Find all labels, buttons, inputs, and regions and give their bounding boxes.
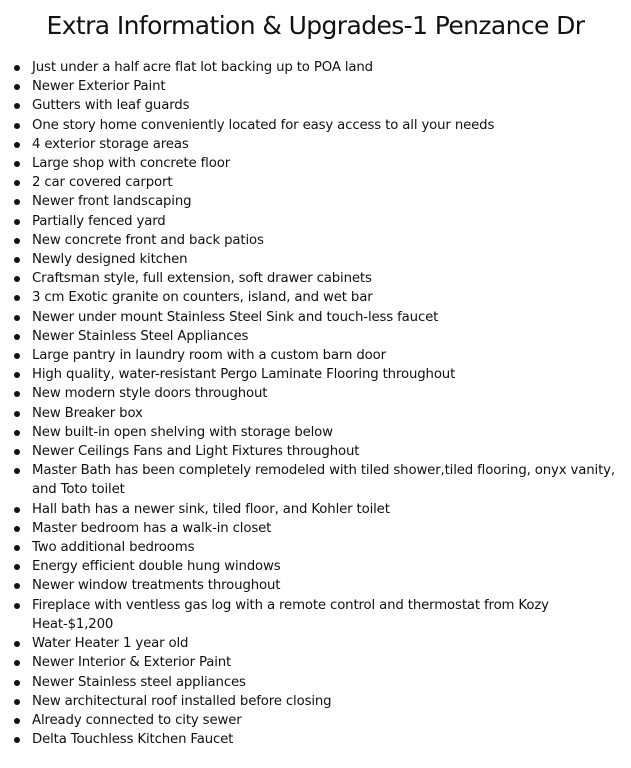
bullet-icon — [14, 699, 20, 705]
bullet-icon — [14, 219, 20, 225]
list-item-text: New modern style doors throughout — [32, 386, 268, 402]
bullet-icon — [14, 526, 20, 532]
bullet-icon — [14, 353, 20, 359]
list-item-text: Newer Stainless Steel Appliances — [32, 328, 249, 344]
list-item-text: Newer Ceilings Fans and Light Fixtures throughout — [32, 444, 360, 460]
bullet-icon — [14, 737, 20, 743]
list-item — [0, 173, 631, 192]
list-item — [0, 77, 631, 96]
bullet-icon — [14, 411, 20, 417]
list-item-text: Hall bath has a newer sink, tiled floor, and Kohler toilet — [32, 501, 390, 517]
bullet-icon — [14, 180, 20, 186]
list-item-text: Gutters with leaf guards — [32, 98, 190, 114]
list-item-text: Craftsman style, full extension, soft drawer cabinets — [32, 271, 372, 287]
list-item-text: One story home conveniently located for easy access to all your needs — [32, 117, 495, 133]
list-item-text: Newer Stainless steel appliances — [32, 674, 246, 690]
list-item — [0, 442, 631, 461]
bullet-icon — [14, 257, 20, 263]
feature-list — [0, 58, 631, 749]
list-item — [0, 634, 631, 653]
list-item-text: Newer under mount Stainless Steel Sink and touch-less faucet — [32, 309, 439, 325]
bullet-icon — [14, 507, 20, 513]
list-item — [0, 500, 631, 519]
list-item-text: 4 exterior storage areas — [32, 136, 189, 152]
list-item-text: Large shop with concrete floor — [32, 156, 231, 172]
list-item — [0, 653, 631, 672]
list-item — [0, 404, 631, 423]
list-item-text: Energy efficient double hung windows — [32, 559, 281, 575]
list-item — [0, 423, 631, 442]
bullet-icon — [14, 718, 20, 724]
bullet-icon — [14, 391, 20, 397]
list-item-text: Large pantry in laundry room with a custom barn door — [32, 348, 386, 364]
bullet-icon — [14, 103, 20, 109]
list-item — [0, 212, 631, 231]
list-item — [0, 250, 631, 269]
list-item — [0, 365, 631, 384]
list-item-text: New concrete front and back patios — [32, 232, 264, 248]
bullet-icon — [14, 660, 20, 666]
list-item — [0, 730, 631, 749]
list-item — [0, 711, 631, 730]
bullet-icon — [14, 84, 20, 90]
bullet-icon — [14, 199, 20, 205]
list-item — [0, 154, 631, 173]
bullet-icon — [14, 680, 20, 686]
bullet-icon — [14, 583, 20, 589]
list-item-text: Newer Interior & Exterior Paint — [32, 655, 232, 671]
list-item-text: Water Heater 1 year old — [32, 636, 189, 652]
bullet-icon — [14, 564, 20, 570]
bullet-icon — [14, 295, 20, 301]
bullet-icon — [14, 449, 20, 455]
bullet-icon — [14, 372, 20, 378]
list-item — [0, 308, 631, 327]
bullet-icon — [14, 603, 20, 609]
list-item — [0, 596, 631, 634]
bullet-icon — [14, 468, 20, 474]
list-item — [0, 538, 631, 557]
list-item-text: New built-in open shelving with storage below — [32, 424, 333, 440]
list-item — [0, 519, 631, 538]
bullet-icon — [14, 276, 20, 282]
list-item-text: New architectural roof installed before closing — [32, 693, 332, 709]
list-item — [0, 269, 631, 288]
list-item — [0, 576, 631, 595]
list-item-text: Partially fenced yard — [32, 213, 166, 229]
list-item-text: Newer Exterior Paint — [32, 79, 166, 95]
list-item-text: 3 cm Exotic granite on counters, island, and wet bar — [32, 290, 373, 306]
bullet-icon — [14, 430, 20, 436]
list-item — [0, 116, 631, 135]
list-item — [0, 557, 631, 576]
list-item — [0, 135, 631, 154]
bullet-icon — [14, 65, 20, 71]
bullet-icon — [14, 315, 20, 321]
list-item-text: Newly designed kitchen — [32, 252, 188, 268]
list-item — [0, 58, 631, 77]
bullet-icon — [14, 545, 20, 551]
list-item — [0, 346, 631, 365]
bullet-icon — [14, 334, 20, 340]
list-item-text: Master Bath has been completely remodeled with tiled shower,tiled flooring, onyx vanity, and Toto toilet — [32, 463, 615, 498]
list-item — [0, 327, 631, 346]
list-item-text: Two additional bedrooms — [32, 540, 195, 556]
list-item — [0, 384, 631, 403]
list-item-text: Master bedroom has a walk-in closet — [32, 520, 272, 536]
list-item — [0, 231, 631, 250]
list-item — [0, 288, 631, 307]
list-item-text: New Breaker box — [32, 405, 143, 421]
list-item-text: High quality, water-resistant Pergo Laminate Flooring throughout — [32, 367, 456, 383]
bullet-icon — [14, 238, 20, 244]
bullet-icon — [14, 161, 20, 167]
list-item-text: Already connected to city sewer — [32, 712, 242, 728]
list-item-text: Fireplace with ventless gas log with a remote control and thermostat from Kozy Heat-$1,200 — [32, 597, 549, 632]
list-item-text: Newer front landscaping — [32, 194, 192, 210]
list-item-text: 2 car covered carport — [32, 175, 173, 191]
bullet-icon — [14, 641, 20, 647]
list-item-text: Just under a half acre flat lot backing up to POA land — [32, 60, 373, 75]
page-title: Extra Information & Upgrades-1 Penzance Dr — [46, 11, 585, 40]
bullet-icon — [14, 142, 20, 148]
list-item — [0, 96, 631, 115]
list-item — [0, 192, 631, 211]
list-item — [0, 673, 631, 692]
list-item — [0, 692, 631, 711]
bullet-icon — [14, 123, 20, 129]
list-item-text: Newer window treatments throughout — [32, 578, 281, 594]
list-item — [0, 461, 631, 499]
list-item-text: Delta Touchless Kitchen Faucet — [32, 732, 234, 748]
